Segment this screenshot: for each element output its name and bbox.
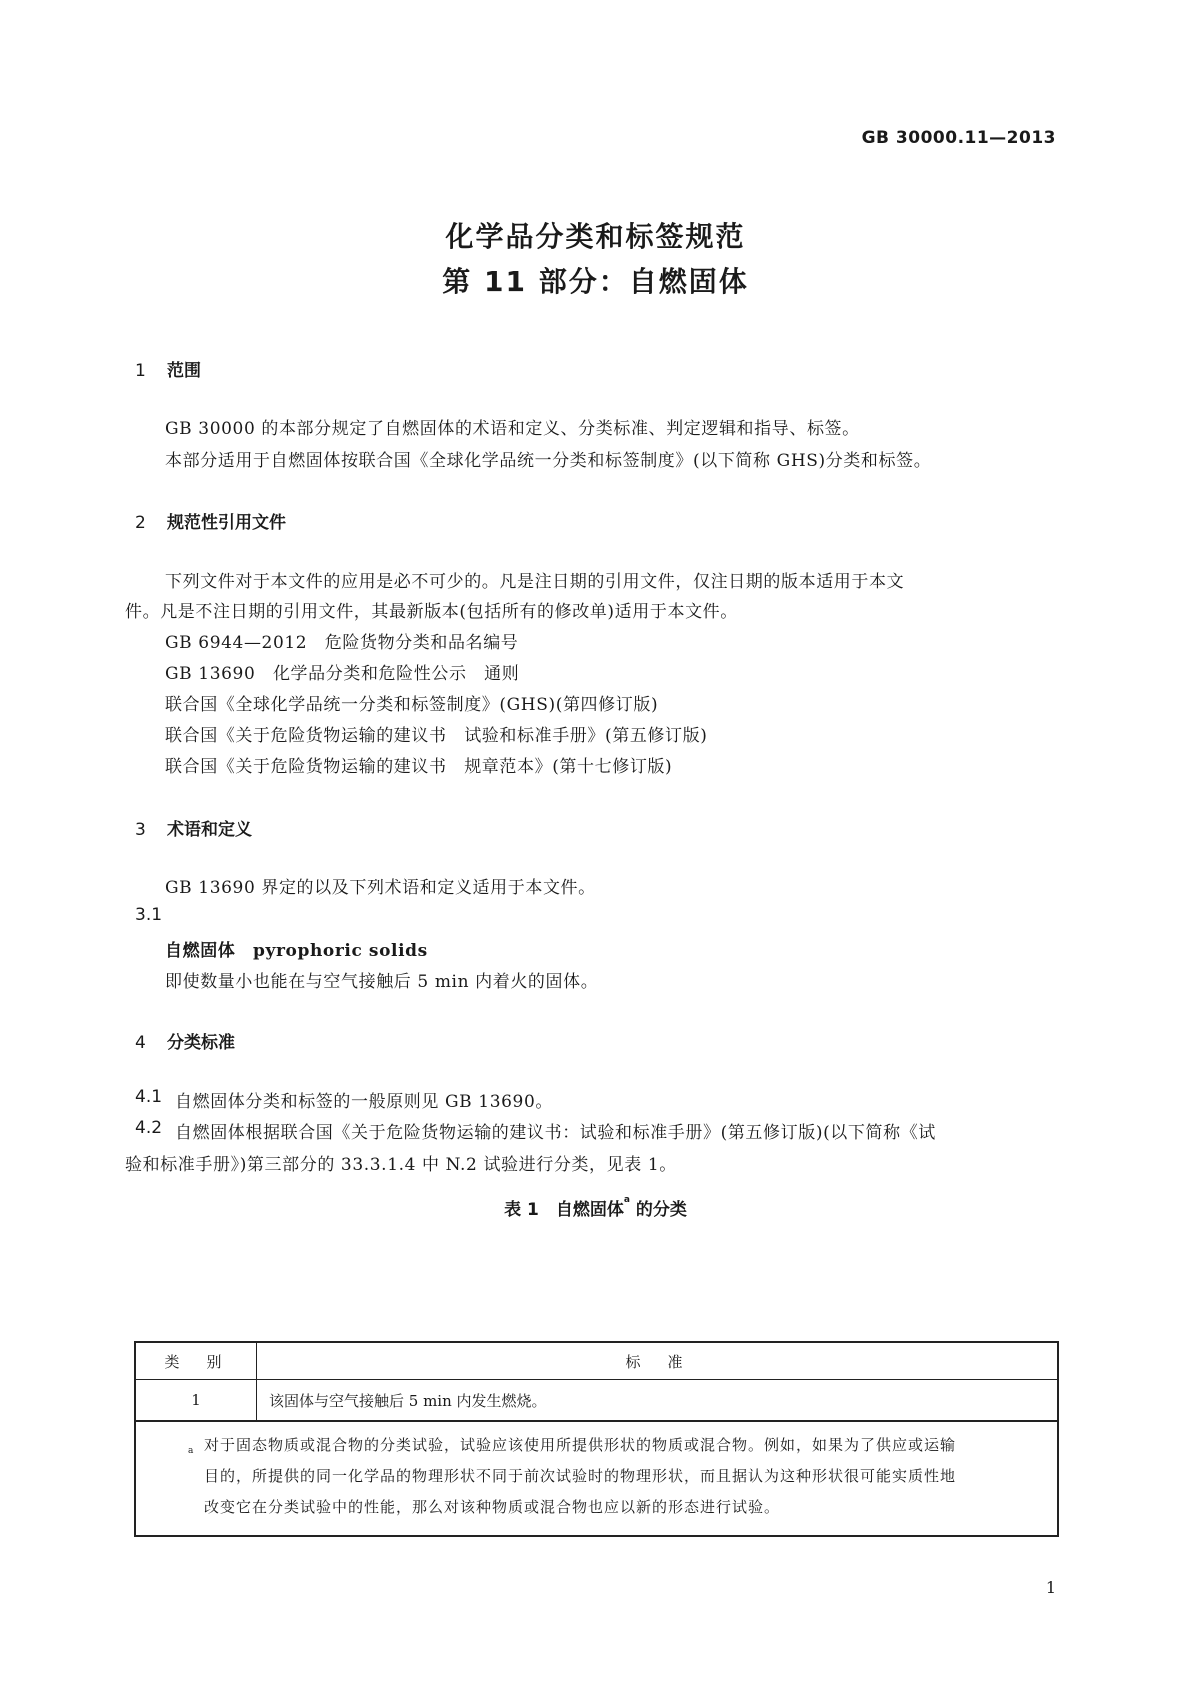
table-cell-criterion: 该固体与空气接触后 5 min 内发生燃烧。 <box>257 1380 1059 1422</box>
table-footnote <box>135 1421 1058 1536</box>
document-title: 化学品分类和标签规范 <box>445 220 746 253</box>
reference-item: GB 13690 化学品分类和危险性公示 通则 <box>165 664 520 684</box>
section-1-heading: 1 范围 <box>135 361 201 381</box>
clause-number: 3.1 <box>135 905 163 925</box>
clause-4-2-line-2: 验和标准手册》)第三部分的 33.3.1.4 中 N.2 试验进行分类，见表 1。 <box>125 1155 677 1175</box>
footnote-line: 对于固态物质或混合物的分类试验，试验应该使用所提供形状的物质或混合物。例如，如果为了供应或运输 <box>204 1436 957 1454</box>
table-caption: 表 1 自燃固体$^a$ 的分类 <box>504 1195 687 1220</box>
reference-item: 联合国《关于危险货物运输的建议书 规章范本》(第十七修订版) <box>165 757 673 777</box>
section-2-paragraph-line-1: 下列文件对于本文件的应用是必不可少的。凡是注日期的引用文件，仅注日期的版本适用于本文 <box>165 572 905 592</box>
section-4-heading: 4 分类标准 <box>135 1033 235 1053</box>
standard-code: GB 30000.11—2013 <box>861 128 1056 148</box>
reference-item: GB 6944—2012 危险货物分类和品名编号 <box>165 633 519 653</box>
section-2-heading: 2 规范性引用文件 <box>135 513 286 533</box>
clause-number: 4.2 <box>135 1118 163 1138</box>
footnote-line: 目的，所提供的同一化学品的物理形状不同于前次试验时的物理形状，而且据认为这种形状很可能实质性地 <box>204 1467 957 1485</box>
clause-number: 4.1 <box>135 1087 163 1107</box>
clause-4-2-line-1: 自燃固体根据联合国《关于危险货物运输的建议书：试验和标准手册》(第五修订版)(以下简称《试 <box>175 1123 936 1143</box>
footnote-mark: a <box>188 1446 195 1456</box>
reference-item: 联合国《全球化学品统一分类和标签制度》(GHS)(第四修订版) <box>165 695 659 715</box>
term-definition: 即使数量小也能在与空气接触后 5 min 内着火的固体。 <box>165 972 599 992</box>
term-heading: 自燃固体 pyrophoric solids <box>165 941 428 961</box>
document-subtitle: 第 11 部分：自燃固体 <box>442 265 749 298</box>
clause-4-1-text: 自燃固体分类和标签的一般原则见 GB 13690。 <box>175 1092 553 1112</box>
table-cell-category: 1 <box>135 1380 257 1422</box>
page-number: 1 <box>1045 1578 1056 1597</box>
reference-item: 联合国《关于危险货物运输的建议书 试验和标准手册》(第五修订版) <box>165 726 708 746</box>
footnote-line: 改变它在分类试验中的性能，那么对该种物质或混合物也应以新的形态进行试验。 <box>204 1498 781 1516</box>
section-3-paragraph: GB 13690 界定的以及下列术语和定义适用于本文件。 <box>165 878 596 898</box>
section-3-heading: 3 术语和定义 <box>135 820 252 840</box>
section-2-paragraph-line-2: 件。凡是不注日期的引用文件，其最新版本(包括所有的修改单)适用于本文件。 <box>125 602 738 622</box>
classification-table <box>134 1341 1059 1537</box>
section-1-paragraph-1: GB 30000 的本部分规定了自燃固体的术语和定义、分类标准、判定逻辑和指导、标签。 <box>165 419 860 439</box>
table-header-criteria: 标 准 <box>257 1342 1059 1380</box>
table-header-category: 类 别 <box>135 1342 257 1380</box>
section-1-paragraph-2: 本部分适用于自燃固体按联合国《全球化学品统一分类和标签制度》(以下简称 GHS)分类和标签。 <box>165 451 932 471</box>
